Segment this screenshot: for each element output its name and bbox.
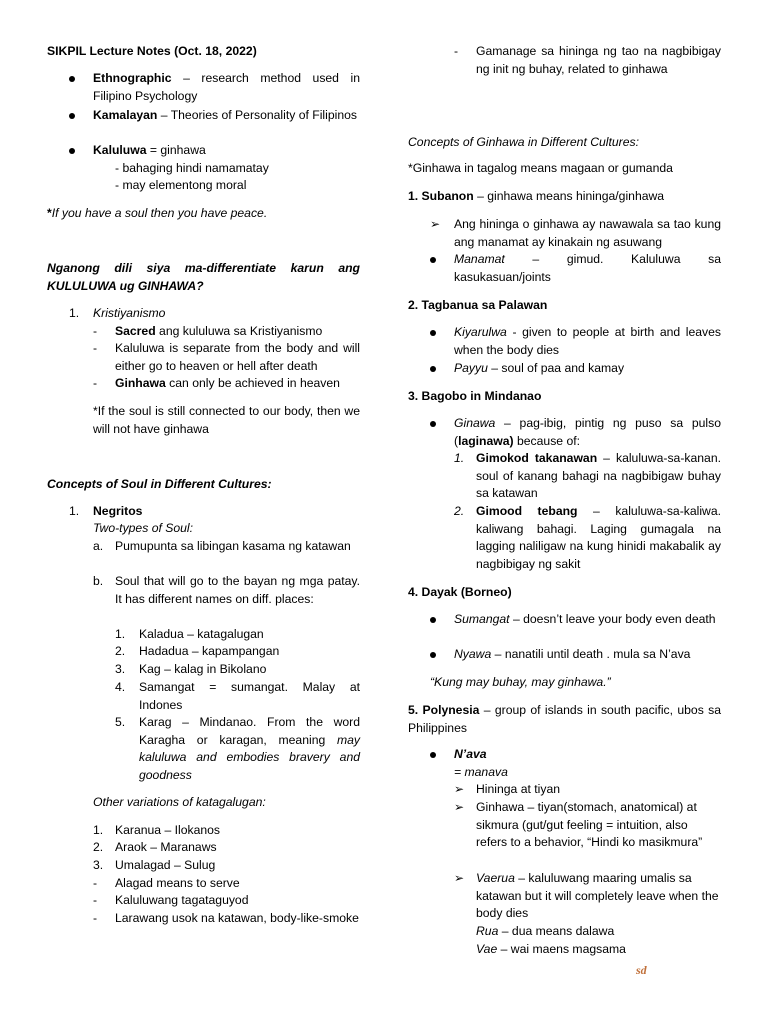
- bullet-icon: [430, 366, 436, 372]
- sub-heading: Other variations of katagalugan:: [93, 795, 266, 809]
- list-item: b. Soul that will go to the bayan ng mga patay. It has different names on diff. places:: [93, 574, 360, 606]
- bullet-icon: [430, 652, 436, 658]
- page-title: [47, 43, 360, 61]
- list-item: - Kaluluwa is separate from the body and will either go to heaven or hell after death: [93, 341, 360, 373]
- list-item: Ethnographic – research method used in Filipino Psychology: [69, 70, 360, 105]
- list-item: ➢ Ginhawa – tiyan(stomach, anatomical) at sikmura (gut/gut feeling = intuition, also refers to a behavior, “Hindi ko masikmura”: [454, 799, 721, 852]
- list-item: Sumangat – doesn’t leave your body even death: [430, 611, 721, 629]
- culture-heading: 2. Tagbanua sa Palawan: [408, 298, 548, 312]
- list-item: Kaluluwa = ginhawa: [69, 142, 360, 160]
- list-item: N’ava: [430, 746, 721, 764]
- arrow-bullet-icon: ➢: [454, 800, 465, 814]
- culture-heading: 3. Bagobo in Mindanao: [408, 389, 542, 403]
- list-item: - Kaluluwang tagataguyod: [93, 893, 249, 907]
- list-item: ➢ Hininga at tiyan: [454, 781, 721, 799]
- list-item: Kiyarulwa - given to people at birth and leaves when the body dies: [430, 324, 721, 359]
- culture-heading: 1. Subanon – ginhawa means hininga/ginhawa: [408, 189, 665, 203]
- list-item: ➢ Vaerua – kaluluwang maaring umalis sa katawan but it will completely leave when the body dies: [454, 870, 721, 923]
- section-heading: Concepts of Ginhawa in Different Cultures:: [408, 135, 639, 149]
- list-item: 3. Kag – kalag in Bikolano: [115, 662, 267, 676]
- list-item: 3. Umalagad – Sulug: [93, 858, 216, 872]
- list-item: 1. Karanua – Ilokanos: [93, 823, 221, 837]
- quote: “Kung may buhay, may ginhawa.”: [430, 675, 611, 689]
- list-item: 1. Gimokod takanawan – kaluluwa-sa-kanan. soul of kanang bahagi na nagbibigaw buhay sa katawan: [454, 451, 721, 501]
- list-item: 1. Negritos: [69, 504, 143, 518]
- culture-heading: 4. Dayak (Borneo): [408, 585, 512, 599]
- culture-heading: 5. Polynesia – group of islands in south pacific, ubos sa Philippines: [408, 703, 721, 735]
- list-item: 1. Kristiyanismo: [69, 306, 166, 320]
- bullet-icon: [430, 752, 436, 758]
- list-item: Ginawa – pag-ibig, pintig ng puso sa pulso (laginawa) because of:: [430, 415, 721, 450]
- list-item: - Gamanage sa hininga ng tao na nagbibigay ng init ng buhay, related to ginhawa: [454, 44, 721, 76]
- sub-heading: Two-types of Soul:: [93, 521, 194, 535]
- sub-item: - may elementong moral: [115, 178, 247, 192]
- arrow-bullet-icon: ➢: [430, 217, 441, 231]
- arrow-bullet-icon: ➢: [454, 782, 465, 796]
- title-text: SIKPIL Lecture Notes (Oct. 18, 2022): [47, 44, 257, 58]
- list-item: - Ginhawa can only be achieved in heaven: [93, 376, 340, 390]
- list-item: - Alagad means to serve: [93, 876, 240, 890]
- list-item: ➢ Ang hininga o ginhawa ay nawawala sa tao kung ang manamat ay kinakain ng asuwang: [430, 216, 721, 251]
- list-item: 2. Gimood tebang – kaluluwa-sa-kaliwa. kaliwang bahagi. Laging gumagala na lagging naliligaw na kung hinidi makabalik ay nagbibigay ng sakit: [454, 504, 722, 571]
- bullet-icon: [430, 330, 436, 336]
- note: *If the soul is still connected to our body, then we will not have ginhawa: [93, 404, 360, 436]
- bullet-icon: [69, 148, 75, 154]
- list-item: 4. Samangat = sumangat. Malay at Indones: [115, 680, 360, 712]
- list-item: a. Pumupunta sa libingan kasama ng katawan: [93, 539, 351, 553]
- arrow-bullet-icon: ➢: [454, 871, 465, 885]
- note: *If you have a soul then you have peace.: [47, 206, 268, 220]
- note: *Ginhawa in tagalog means magaan or gumanda: [408, 161, 673, 175]
- list-item: - Larawang usok na katawan, body-like-smoke: [93, 911, 359, 925]
- bullet-icon: [430, 257, 436, 263]
- list-item: Manamat – gimud. Kaluluwa sa kasukasuan/joints: [430, 251, 721, 286]
- signature: sd: [636, 963, 647, 977]
- list-item: Kamalayan – Theories of Personality of Filipinos: [69, 107, 360, 125]
- bullet-icon: [69, 113, 75, 119]
- list-item: Payyu – soul of paa and kamay: [430, 360, 721, 378]
- bullet-icon: [430, 617, 436, 623]
- list-item: 1. Kaladua – katagalugan: [115, 627, 264, 641]
- list-item: 2. Araok – Maranaws: [93, 840, 217, 854]
- list-item: 2. Hadadua – kapampangan: [115, 644, 280, 658]
- definition: Rua – dua means dalawa: [476, 924, 615, 938]
- definition: Vae – wai maens magsama: [476, 942, 626, 956]
- bullet-icon: [430, 421, 436, 427]
- question-heading: Nganong dili siya ma-differentiate karun ang KULULUWA ug GINHAWA?: [47, 261, 360, 293]
- sub-item: - bahaging hindi namamatay: [115, 161, 269, 175]
- sub-heading: = manava: [454, 765, 508, 779]
- list-item: 5. Karag – Mindanao. From the word Karagha or karagan, meaning may kaluluwa and embodies bravery and goodness: [115, 715, 360, 782]
- list-item: - Sacred ang kululuwa sa Kristiyanismo: [93, 324, 323, 338]
- list-item: Nyawa – nanatili until death . mula sa N’ava: [430, 646, 721, 664]
- section-heading: Concepts of Soul in Different Cultures:: [47, 477, 272, 491]
- bullet-icon: [69, 76, 75, 82]
